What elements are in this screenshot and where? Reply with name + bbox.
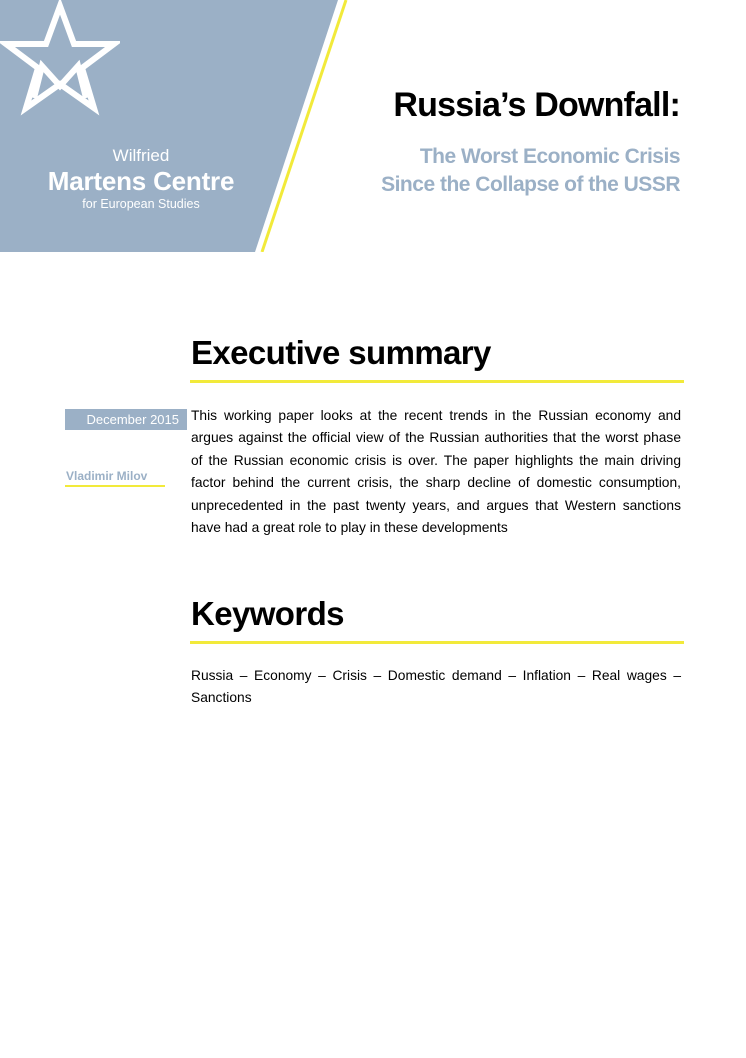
star-m-logo-icon <box>0 0 120 118</box>
date-badge: December 2015 <box>65 409 187 430</box>
author-name: Vladimir Milov <box>66 469 148 483</box>
author-underline <box>65 485 165 487</box>
keywords-text: Russia – Economy – Crisis – Domestic demand – Inflation – Real wages – Sanctions <box>191 668 681 706</box>
keywords-rule <box>190 641 684 644</box>
header-band <box>0 0 746 252</box>
keywords-heading: Keywords <box>191 595 344 632</box>
org-name-line1: Wilfried <box>112 146 170 165</box>
subtitle-line-2: Since the Collapse of the USSR <box>381 173 680 196</box>
document-subtitle <box>381 143 680 199</box>
subtitle-line-1: The Worst Economic Crisis <box>419 145 680 168</box>
org-name-line3: for European Studies <box>82 197 200 211</box>
org-name-line2: Martens Centre <box>47 166 235 196</box>
executive-summary-text: This working paper looks at the recent trends in the Russian economy and argues against the official view of the Russian authorities that the worst phase of the Russian economic crisis is over. The paper highlights the main driving factor behind the current crisis, the sharp decline of domestic consumption, unprecedented in the past twenty years, and argues that Western sanctions have had a great role to play in these developments <box>191 408 681 536</box>
executive-summary-heading: Executive summary <box>191 334 491 371</box>
document-title: Russia’s Downfall: <box>393 86 680 124</box>
executive-summary-rule <box>190 380 684 383</box>
